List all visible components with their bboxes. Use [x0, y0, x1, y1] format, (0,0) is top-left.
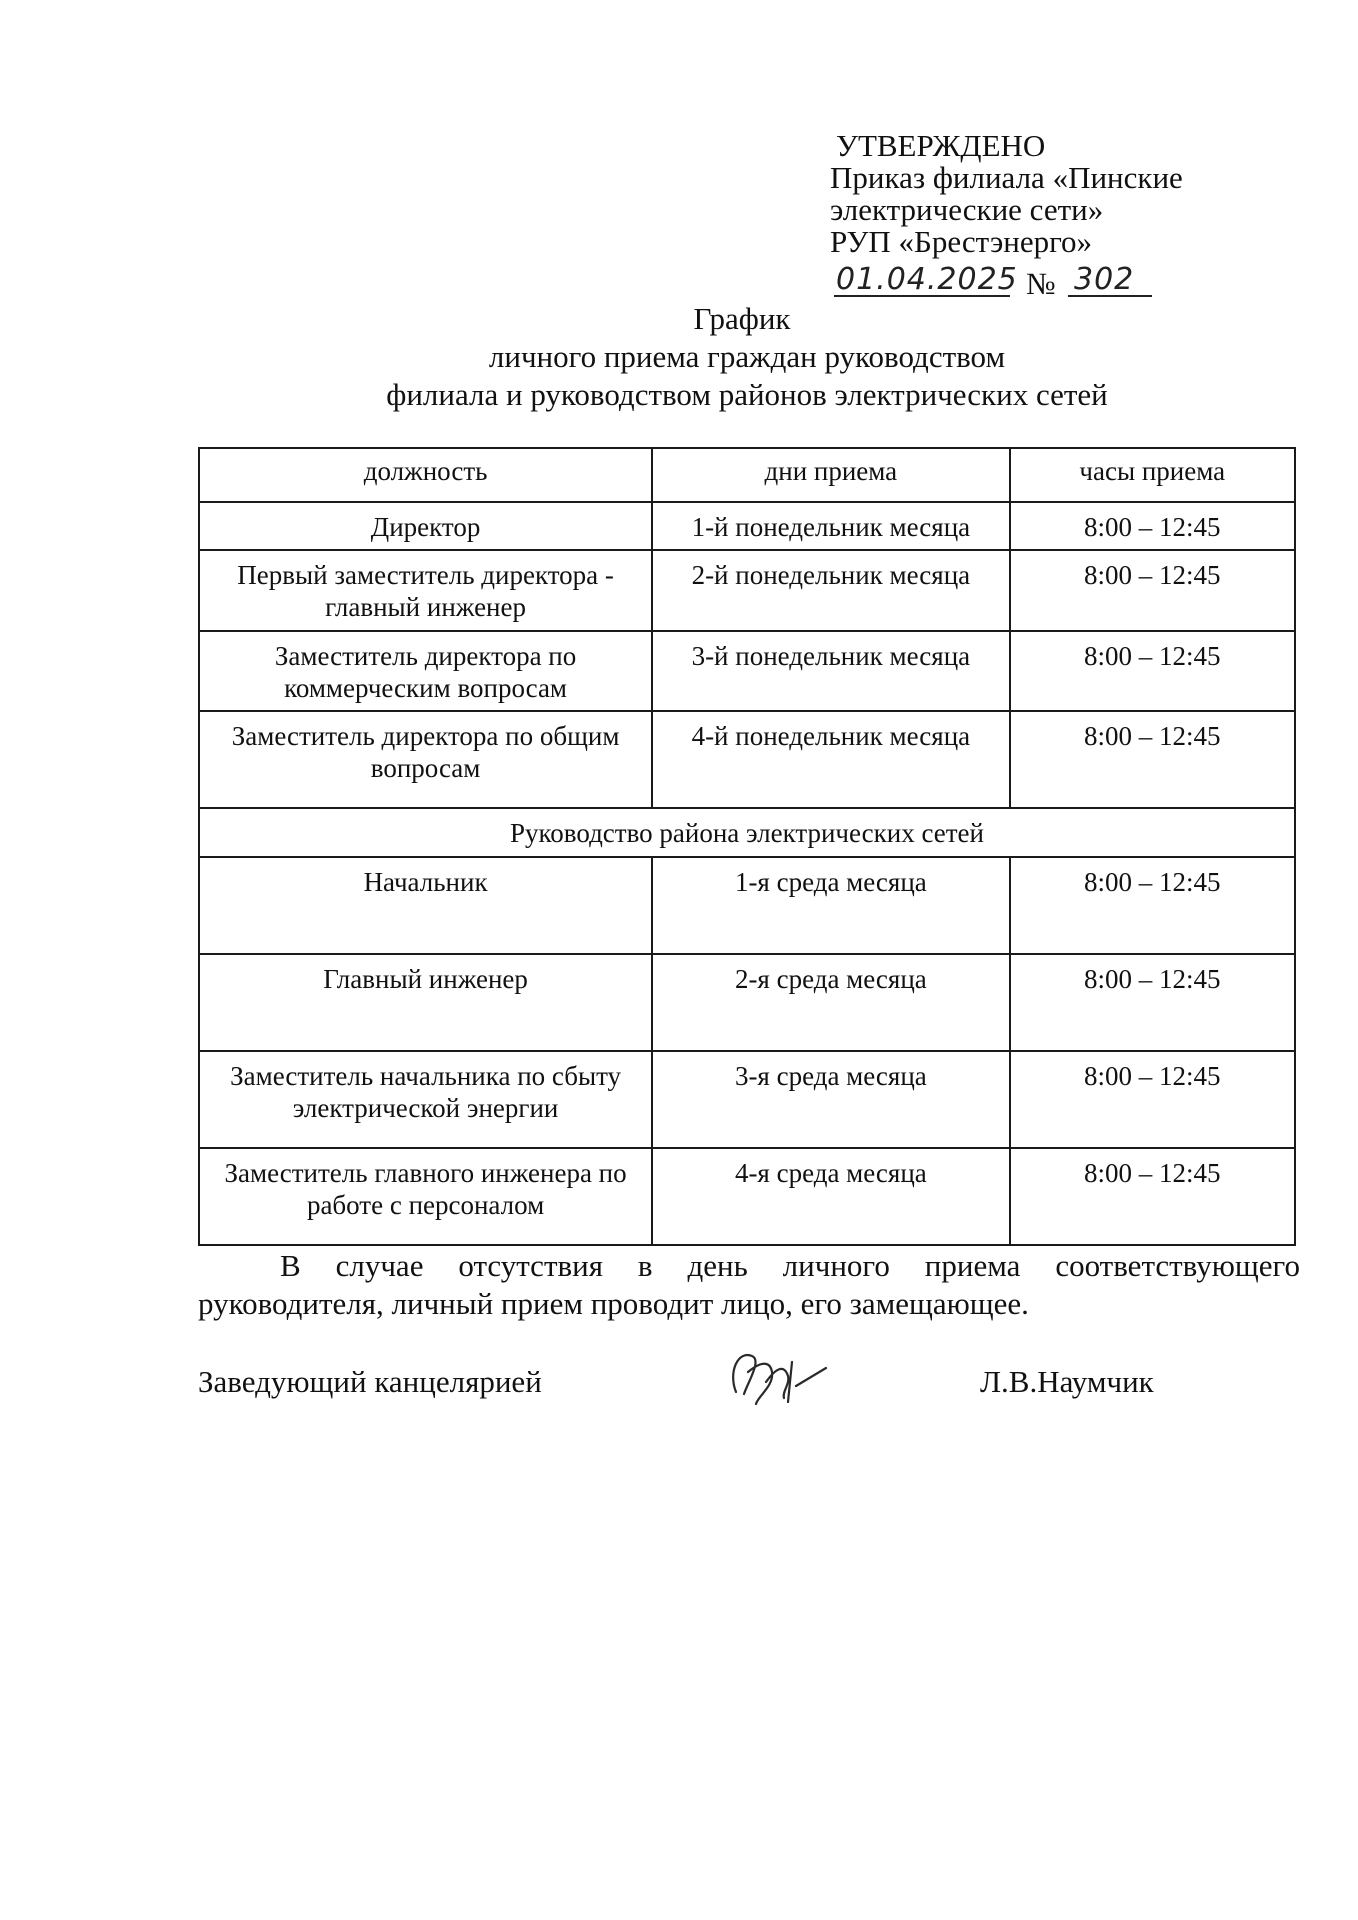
handwritten-signature — [718, 1342, 838, 1412]
table-row — [199, 954, 1295, 1051]
day-cell: 2-й понедельник месяца — [652, 550, 1009, 631]
hours-cell: 8:00 – 12:45 — [1010, 954, 1295, 1051]
day-cell: 1-й понедельник месяца — [652, 502, 1009, 550]
position-cell: Начальник — [199, 857, 652, 954]
table-row — [199, 857, 1295, 954]
title-line-2: личного приема граждан руководством — [488, 339, 1006, 374]
order-line-1: Приказ филиала «Пинские — [830, 160, 1183, 195]
order-date-number — [830, 262, 1170, 302]
day-cell: 2-я среда месяца — [652, 954, 1009, 1051]
title-line-1: График — [693, 301, 791, 336]
order-number: 302 — [1074, 262, 1135, 297]
hours-cell: 8:00 – 12:45 — [1010, 1148, 1295, 1245]
table-row — [199, 711, 1295, 808]
day-cell: 3-й понедельник месяца — [652, 631, 1009, 711]
position-cell: Первый заместитель директора - главный инженер — [199, 550, 652, 631]
hours-cell: 8:00 – 12:45 — [1010, 857, 1295, 954]
hours-cell: 8:00 – 12:45 — [1010, 631, 1295, 711]
table-row — [199, 631, 1295, 711]
position-cell: Заместитель директора по коммерческим вопросам — [199, 631, 652, 711]
signatory-role: Заведующий канцелярией — [198, 1364, 542, 1399]
signatory-name: Л.В.Наумчик — [980, 1364, 1154, 1399]
signature-line — [198, 1364, 1300, 1434]
absence-note: В случае отсутствия в день личного приема соответствующего руководителя, личный прием проводит лицо, его замещающее. — [198, 1248, 1300, 1321]
hours-cell: 8:00 – 12:45 — [1010, 711, 1295, 808]
hours-cell: 8:00 – 12:45 — [1010, 502, 1295, 550]
order-line-3: РУП «Брестэнерго» — [830, 224, 1093, 259]
table-row — [199, 1051, 1295, 1148]
hours-cell: 8:00 – 12:45 — [1010, 550, 1295, 631]
header-hours: часы приема — [1010, 448, 1295, 502]
position-cell: Заместитель начальника по сбыту электрической энергии — [199, 1051, 652, 1148]
hours-cell: 8:00 – 12:45 — [1010, 1051, 1295, 1148]
table-row — [199, 1148, 1295, 1245]
approval-block — [830, 130, 1310, 258]
section-title: Руководство района электрических сетей — [199, 808, 1295, 857]
header-days: дни приема — [652, 448, 1009, 502]
table-header-row — [199, 448, 1295, 502]
title-line-3: филиала и руководством районов электрических сетей — [386, 377, 1108, 412]
position-cell: Главный инженер — [199, 954, 652, 1051]
header-position: должность — [199, 448, 652, 502]
order-date: 01.04.2025 — [836, 262, 1018, 297]
section-row — [199, 808, 1295, 857]
approved-label: УТВЕРЖДЕНО — [836, 128, 1046, 163]
document-title — [196, 300, 1298, 414]
number-sign: № — [1026, 266, 1056, 301]
position-cell: Заместитель директора по общим вопросам — [199, 711, 652, 808]
position-cell: Директор — [199, 502, 652, 550]
day-cell: 4-й понедельник месяца — [652, 711, 1009, 808]
table-row — [199, 550, 1295, 631]
day-cell: 4-я среда месяца — [652, 1148, 1009, 1245]
day-cell: 3-я среда месяца — [652, 1051, 1009, 1148]
table-row — [199, 502, 1295, 550]
day-cell: 1-я среда месяца — [652, 857, 1009, 954]
schedule-table — [198, 447, 1296, 1246]
position-cell: Заместитель главного инженера по работе с персоналом — [199, 1148, 652, 1245]
order-line-2: электрические сети» — [830, 192, 1104, 227]
